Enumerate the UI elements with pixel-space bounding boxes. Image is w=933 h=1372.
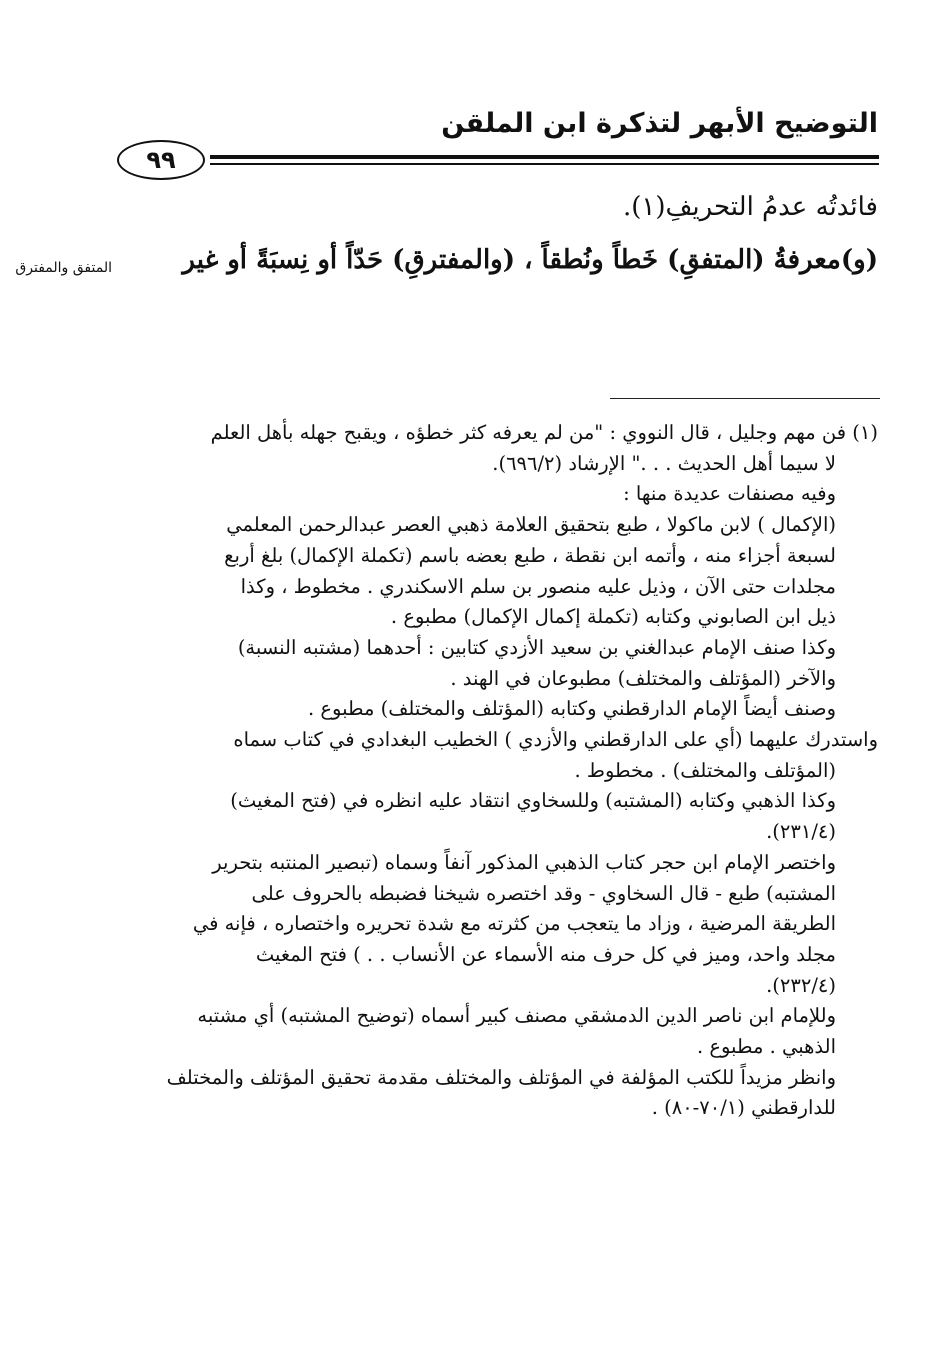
footnote-line: الطريقة المرضية ، وزاد ما يتعجب من كثرته مع شدة تحريره واختصاره ، فإنه في: [192, 912, 836, 936]
footnote-line: ذيل ابن الصابوني وكتابه (تكملة إكمال الإكمال) مطبوع .: [390, 605, 836, 629]
footnote-line: وكذا صنف الإمام عبدالغني بن سعيد الأزدي كتابين : أحدهما (مشتبه النسبة): [237, 635, 836, 659]
header-rule-thin: [210, 163, 879, 165]
footnote-line: لسبعة أجزاء منه ، وأتمه ابن نقطة ، طبع بعضه باسم (تكملة الإكمال) بلغ أربع: [224, 543, 836, 567]
main-text-line-2: (و)معرفةُ (المتفقِ) خَطاً ونُطقاً ، (والمفترقِ) حَدّاً أو نِسبَةً أو غير: [182, 245, 878, 275]
footnote-line: للدارقطني (٧٠/١-٨٠) .: [651, 1096, 836, 1120]
margin-note: المتفق والمفترق: [15, 260, 112, 276]
footnote-line: الذهبي . مطبوع .: [696, 1035, 836, 1059]
footnote-line: مجلدات حتى الآن ، وذيل عليه منصور بن سلم الاسكندري . مخطوط ، وكذا: [240, 574, 836, 598]
page-number: ٩٩: [117, 140, 205, 180]
footnote-line: (الإكمال ) لابن ماكولا ، طبع بتحقيق العلامة ذهبي العصر عبدالرحمن المعلمي: [226, 513, 836, 537]
footnotes-block: [110, 418, 878, 1124]
footnote-line: والآخر (المؤتلف والمختلف) مطبوعان في الهند .: [450, 666, 836, 690]
footnote-line: المشتبه) طبع - قال السخاوي - وقد اختصره شيخنا فضبطه بالحروف على: [251, 881, 836, 905]
footnote-line: واستدرك عليهما (أي على الدارقطني والأزدي ) الخطيب البغدادي في كتاب سماه: [233, 728, 878, 752]
footnote-line: وللإمام ابن ناصر الدين الدمشقي مصنف كبير أسماه (توضيح المشتبه) أي مشتبه: [197, 1004, 836, 1028]
footnote-line: (١) فن مهم وجليل ، قال النووي : "من لم يعرفه كثر خطؤه ، ويقبح جهله بأهل العلم: [210, 421, 878, 444]
main-text-line-1: فائدتُه عدمُ التحريفِ(١).: [622, 192, 878, 222]
footnote-line: لا سيما أهل الحديث . . ." الإرشاد (٦٩٦/٢).: [492, 451, 836, 475]
footnote-line: مجلد واحد، وميز في كل حرف منه الأسماء عن الأنساب . . ) فتح المغيث: [255, 942, 836, 966]
footnote-line: (٢٣١/٤).: [766, 820, 836, 844]
footnote-separator: [610, 398, 880, 399]
footnote-line: واختصر الإمام ابن حجر كتاب الذهبي المذكور آنفاً وسماه (تبصير المنتبه بتحرير: [212, 850, 836, 874]
footnote-line: (٢٣٢/٤).: [766, 973, 836, 997]
footnote-line: وكذا الذهبي وكتابه (المشتبه) وللسخاوي انتقاد عليه انظره في (فتح المغيث): [230, 789, 836, 813]
running-header-title: التوضيح الأبهر لتذكرة ابن الملقن: [441, 108, 878, 139]
footnote-line: وانظر مزيداً للكتب المؤلفة في المؤتلف والمختلف مقدمة تحقيق المؤتلف والمختلف: [166, 1065, 836, 1089]
footnote-line: وفيه مصنفات عديدة منها :: [623, 482, 836, 506]
footnote-line: وصنف أيضاً الإمام الدارقطني وكتابه (المؤتلف والمختلف) مطبوع .: [307, 697, 836, 721]
header-rule-thick: [210, 155, 879, 159]
footnote-line: (المؤتلف والمختلف) . مخطوط .: [574, 758, 836, 782]
